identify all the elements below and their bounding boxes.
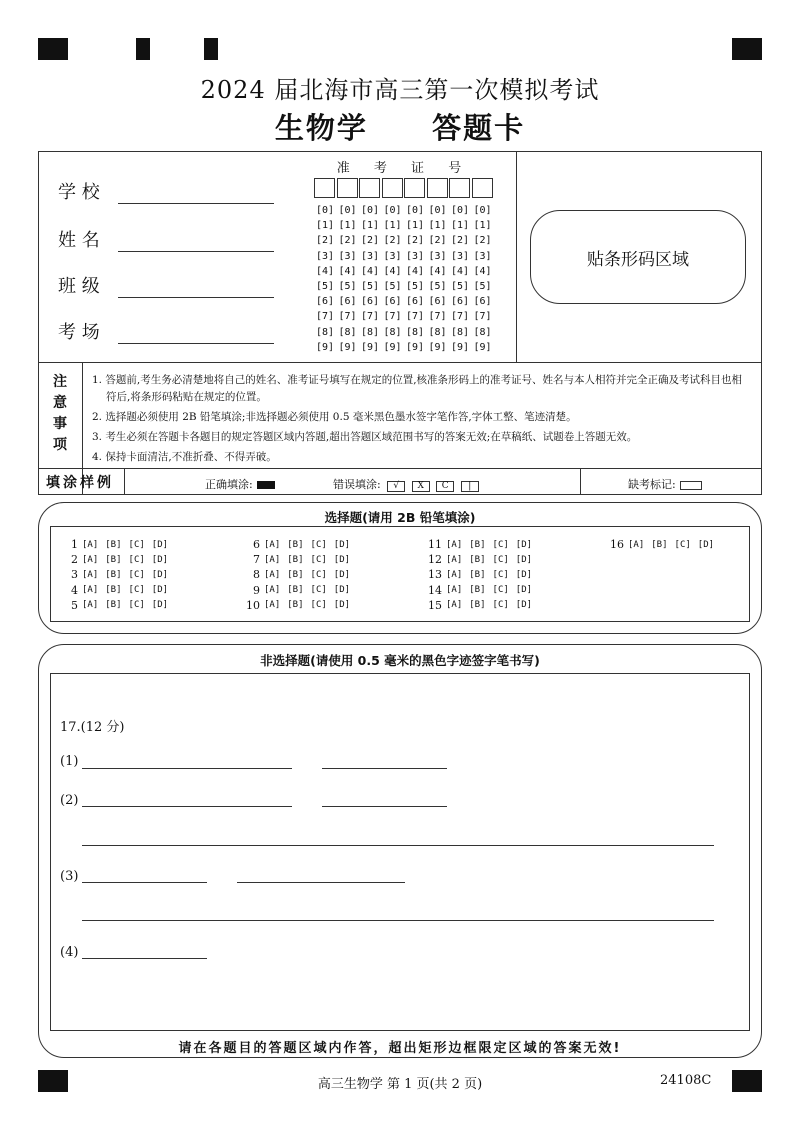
- digit-bubble[interactable]: [3]: [361, 250, 380, 262]
- option-bubble[interactable]: [D]: [151, 600, 169, 611]
- option-bubble[interactable]: [C]: [310, 569, 327, 580]
- option-bubble[interactable]: [C]: [128, 539, 145, 550]
- mc-column: [60, 537, 175, 613]
- option-bubble[interactable]: [B]: [469, 539, 486, 550]
- option-bubble[interactable]: [C]: [128, 600, 145, 611]
- mc-question-row: [242, 552, 357, 567]
- exam-title: 2024 届北海市高三第一次模拟考试: [200, 76, 600, 104]
- digit-bubble[interactable]: [6]: [406, 296, 425, 308]
- answer-line[interactable]: [82, 845, 714, 846]
- digit-bubble[interactable]: [3]: [451, 250, 470, 262]
- digit-bubble[interactable]: [2]: [316, 235, 335, 247]
- digit-bubble[interactable]: [1]: [451, 220, 470, 232]
- digit-bubble[interactable]: [8]: [406, 326, 425, 338]
- option-bubble[interactable]: [D]: [515, 569, 533, 580]
- option-bubble[interactable]: [D]: [333, 539, 351, 550]
- admission-number-boxes[interactable]: [314, 178, 494, 198]
- digit-box[interactable]: [404, 178, 425, 198]
- digit-bubble[interactable]: [6]: [451, 296, 470, 308]
- option-bubble[interactable]: [B]: [287, 585, 304, 596]
- mc-question-row: [242, 537, 357, 552]
- question-number: 3: [71, 568, 78, 582]
- answer-line[interactable]: [322, 768, 447, 769]
- digit-row: [316, 296, 496, 311]
- digit-row: [316, 327, 496, 342]
- option-bubble[interactable]: [B]: [287, 600, 304, 611]
- digit-bubble[interactable]: [8]: [361, 326, 380, 338]
- option-bubble[interactable]: [A]: [628, 539, 645, 550]
- option-bubble[interactable]: [A]: [446, 569, 463, 580]
- question-17-label: 17.(12 分): [60, 720, 125, 735]
- digit-bubble[interactable]: [8]: [338, 326, 357, 338]
- option-bubble[interactable]: [A]: [82, 569, 99, 580]
- digit-row: [316, 235, 496, 250]
- option-bubble[interactable]: [C]: [310, 539, 327, 550]
- digit-bubble[interactable]: [7]: [406, 311, 425, 323]
- digit-bubble[interactable]: [4]: [473, 265, 492, 277]
- option-bubble[interactable]: [C]: [492, 569, 509, 580]
- barcode-area: 贴条形码区域: [530, 210, 746, 304]
- registration-mark: [204, 38, 218, 60]
- option-bubble[interactable]: [B]: [105, 585, 122, 596]
- answer-line[interactable]: [322, 806, 447, 807]
- option-bubble[interactable]: [A]: [82, 539, 99, 550]
- digit-bubble[interactable]: [2]: [473, 235, 492, 247]
- digit-bubble[interactable]: [0]: [338, 205, 357, 216]
- digit-bubble[interactable]: [4]: [383, 265, 402, 277]
- registration-mark: [136, 38, 150, 60]
- mc-question-row: [424, 598, 539, 613]
- part-1-label: (1): [60, 754, 79, 769]
- digit-box[interactable]: [472, 178, 493, 198]
- digit-bubble[interactable]: [9]: [361, 341, 380, 353]
- option-bubble[interactable]: [D]: [151, 569, 169, 580]
- digit-bubble[interactable]: [8]: [383, 326, 402, 338]
- digit-row: [316, 266, 496, 281]
- option-bubble[interactable]: [C]: [492, 554, 509, 565]
- digit-bubble[interactable]: [5]: [473, 280, 492, 292]
- answer-line[interactable]: [82, 768, 292, 769]
- digit-bubble[interactable]: [1]: [361, 220, 380, 232]
- option-bubble[interactable]: [D]: [333, 554, 351, 565]
- digit-box[interactable]: [337, 178, 358, 198]
- digit-bubble[interactable]: [2]: [338, 235, 357, 247]
- option-bubble[interactable]: [A]: [264, 585, 281, 596]
- answer-line[interactable]: [82, 882, 207, 883]
- digit-bubble[interactable]: [0]: [451, 205, 470, 216]
- digit-bubble[interactable]: [4]: [451, 265, 470, 277]
- digit-bubble[interactable]: [2]: [428, 235, 447, 247]
- admission-number-title: 准 考 证 号: [336, 161, 472, 176]
- mc-column: [606, 537, 721, 552]
- digit-bubble[interactable]: [3]: [338, 250, 357, 262]
- option-bubble[interactable]: [A]: [446, 554, 463, 565]
- digit-row: [316, 281, 496, 296]
- option-bubble[interactable]: [D]: [697, 539, 715, 550]
- name-field[interactable]: [58, 226, 274, 252]
- digit-bubble[interactable]: [9]: [383, 341, 402, 353]
- notice-item: 2. 选择题必须使用 2B 铅笔填涂;非选择题必须使用 0.5 毫米黑色墨水签字笔作答,字体工整、笔迹清楚。: [92, 411, 577, 423]
- digit-bubble[interactable]: [7]: [451, 311, 470, 323]
- digit-bubble[interactable]: [1]: [473, 220, 492, 232]
- digit-row: [316, 220, 496, 235]
- digit-row: [316, 342, 496, 357]
- digit-bubble[interactable]: [9]: [316, 341, 335, 353]
- correct-fill-example: 正确填涂:: [205, 476, 275, 492]
- option-bubble[interactable]: [C]: [128, 569, 145, 580]
- question-number: 12: [428, 553, 442, 567]
- digit-bubble[interactable]: [2]: [361, 235, 380, 247]
- option-bubble[interactable]: [A]: [446, 585, 463, 596]
- question-number: 6: [253, 538, 260, 552]
- option-bubble[interactable]: [D]: [515, 585, 533, 596]
- digit-bubble[interactable]: [0]: [473, 205, 492, 216]
- digit-bubble[interactable]: [9]: [406, 341, 425, 353]
- option-bubble[interactable]: [B]: [105, 569, 122, 580]
- question-number: 13: [428, 568, 442, 582]
- option-bubble[interactable]: [D]: [333, 585, 351, 596]
- notice-item: 3. 考生必须在答题卡各题目的规定答题区域内答题,超出答题区域范围书写的答案无效;在草稿纸、试题卷上答题无效。: [92, 431, 638, 443]
- class-field[interactable]: [58, 272, 274, 298]
- digit-row: [316, 251, 496, 266]
- mc-question-row: [60, 583, 175, 598]
- digit-bubble[interactable]: [4]: [316, 265, 335, 277]
- mc-question-row: [424, 567, 539, 582]
- digit-bubble[interactable]: [7]: [361, 311, 380, 323]
- field-label: 考 场: [58, 322, 100, 343]
- fr-title: 非选择题(请使用 0.5 毫米的黑色字迹签字笔书写): [260, 653, 540, 668]
- answer-card-title: 答题卡: [432, 111, 526, 145]
- digit-bubble[interactable]: [8]: [316, 326, 335, 338]
- digit-bubble[interactable]: [0]: [316, 205, 335, 216]
- divider: [38, 468, 762, 469]
- digit-bubble[interactable]: [7]: [428, 311, 447, 323]
- part-3-label: (3): [60, 869, 79, 884]
- digit-bubble[interactable]: [5]: [428, 280, 447, 292]
- mc-question-row: [60, 537, 175, 552]
- digit-bubble[interactable]: [3]: [473, 250, 492, 262]
- option-bubble[interactable]: [D]: [333, 600, 351, 611]
- notice-item: 1. 答题前,考生务必清楚地将自己的姓名、准考证号填写在规定的位置,核准条形码上的准考证号、姓名与本人相符并完全正确及考试科目也相: [92, 374, 743, 386]
- page-indicator: 高三生物学 第 1 页(共 2 页): [317, 1077, 483, 1092]
- digit-bubble[interactable]: [7]: [338, 311, 357, 323]
- option-bubble[interactable]: [C]: [492, 539, 509, 550]
- digit-bubble[interactable]: [5]: [338, 280, 357, 292]
- question-number: 15: [428, 598, 442, 612]
- option-bubble[interactable]: [C]: [674, 539, 691, 550]
- field-label: 学 校: [58, 182, 100, 203]
- digit-bubble[interactable]: [6]: [338, 296, 357, 308]
- question-number: 10: [246, 598, 260, 612]
- digit-bubble[interactable]: [5]: [361, 280, 380, 292]
- option-bubble[interactable]: [B]: [469, 600, 486, 611]
- mc-question-row: [242, 598, 357, 613]
- mc-question-row: [424, 583, 539, 598]
- question-number: 2: [71, 553, 78, 567]
- option-bubble[interactable]: [B]: [105, 539, 122, 550]
- digit-bubble[interactable]: [6]: [428, 296, 447, 308]
- digit-box[interactable]: [359, 178, 380, 198]
- digit-bubble[interactable]: [2]: [451, 235, 470, 247]
- digit-bubble[interactable]: [4]: [406, 265, 425, 277]
- digit-bubble[interactable]: [9]: [451, 341, 470, 353]
- sample-label: 填涂样例: [46, 475, 114, 491]
- answer-line[interactable]: [82, 920, 714, 921]
- digit-bubble[interactable]: [4]: [428, 265, 447, 277]
- option-bubble[interactable]: [C]: [310, 585, 327, 596]
- question-number: 14: [428, 583, 442, 597]
- digit-bubble[interactable]: [1]: [338, 220, 357, 232]
- question-number: 1: [71, 538, 78, 552]
- notice-item: 4. 保持卡面清洁,不准折叠、不得弄破。: [92, 451, 277, 463]
- divider: [38, 362, 762, 363]
- digit-bubble[interactable]: [1]: [428, 220, 447, 232]
- fr-answer-box: [50, 673, 750, 1031]
- answer-line[interactable]: [82, 958, 207, 959]
- answer-line[interactable]: [237, 882, 405, 883]
- divider: [516, 151, 517, 363]
- digit-bubble[interactable]: [9]: [338, 341, 357, 353]
- option-bubble[interactable]: [D]: [151, 585, 169, 596]
- school-field[interactable]: [58, 178, 274, 204]
- question-number: 9: [253, 583, 260, 597]
- registration-mark: [732, 38, 762, 60]
- card-title: [0, 106, 800, 147]
- option-bubble[interactable]: [B]: [105, 600, 122, 611]
- option-bubble[interactable]: [A]: [82, 585, 99, 596]
- digit-bubble[interactable]: [4]: [338, 265, 357, 277]
- question-number: 5: [71, 598, 78, 612]
- option-bubble[interactable]: [D]: [151, 554, 169, 565]
- part-2-label: (2): [60, 793, 79, 808]
- digit-bubble[interactable]: [1]: [383, 220, 402, 232]
- digit-bubble[interactable]: [6]: [383, 296, 402, 308]
- field-label: 班 级: [58, 276, 100, 297]
- digit-box[interactable]: [314, 178, 335, 198]
- option-bubble[interactable]: [C]: [492, 585, 509, 596]
- option-bubble[interactable]: [D]: [151, 539, 169, 550]
- mc-question-row: [424, 552, 539, 567]
- mc-question-row: [60, 567, 175, 582]
- digit-bubble[interactable]: [5]: [451, 280, 470, 292]
- digit-bubble[interactable]: [3]: [383, 250, 402, 262]
- option-bubble[interactable]: [A]: [82, 554, 99, 565]
- option-bubble[interactable]: [C]: [310, 600, 327, 611]
- option-bubble[interactable]: [B]: [287, 569, 304, 580]
- digit-bubble[interactable]: [0]: [428, 205, 447, 216]
- digit-bubble[interactable]: [5]: [316, 280, 335, 292]
- option-bubble[interactable]: [C]: [492, 600, 509, 611]
- field-label: 姓 名: [58, 230, 100, 251]
- answer-area-warning: 请在各题目的答题区域内作答，超出矩形边框限定区域的答案无效!: [178, 1041, 622, 1056]
- digit-bubble[interactable]: [6]: [361, 296, 380, 308]
- question-number: 7: [253, 553, 260, 567]
- option-bubble[interactable]: [A]: [264, 569, 281, 580]
- form-code: 24108C: [660, 1073, 712, 1088]
- digit-bubble[interactable]: [8]: [451, 326, 470, 338]
- digit-bubble[interactable]: [8]: [428, 326, 447, 338]
- digit-bubble[interactable]: [3]: [406, 250, 425, 262]
- digit-bubble[interactable]: [3]: [316, 250, 335, 262]
- digit-bubble[interactable]: [7]: [473, 311, 492, 323]
- question-number: 4: [71, 583, 78, 597]
- option-bubble[interactable]: [D]: [333, 569, 351, 580]
- option-bubble[interactable]: [C]: [128, 585, 145, 596]
- notice-item: 符后,将条形码粘贴在规定的位置。: [106, 391, 267, 403]
- digit-bubble[interactable]: [7]: [383, 311, 402, 323]
- digit-bubble[interactable]: [1]: [406, 220, 425, 232]
- question-number: 11: [428, 538, 442, 552]
- digit-bubble[interactable]: [9]: [428, 341, 447, 353]
- mc-question-row: [60, 598, 175, 613]
- option-bubble[interactable]: [A]: [264, 539, 281, 550]
- digit-box[interactable]: [449, 178, 470, 198]
- digit-box[interactable]: [382, 178, 403, 198]
- option-bubble[interactable]: [A]: [82, 600, 99, 611]
- digit-bubble[interactable]: [1]: [316, 220, 335, 232]
- mc-question-row: [242, 567, 357, 582]
- option-bubble[interactable]: [C]: [310, 554, 327, 565]
- mc-column: [242, 537, 357, 613]
- answer-line[interactable]: [82, 806, 292, 807]
- digit-box[interactable]: [427, 178, 448, 198]
- option-bubble[interactable]: [B]: [469, 554, 486, 565]
- wrong-fill-example: 错误填涂: √ X C |: [333, 476, 479, 492]
- mc-column: [424, 537, 539, 613]
- option-bubble[interactable]: [B]: [105, 554, 122, 565]
- part-4-label: (4): [60, 945, 79, 960]
- digit-bubble[interactable]: [0]: [361, 205, 380, 216]
- digit-row: [316, 311, 496, 326]
- digit-bubble[interactable]: [9]: [473, 341, 492, 353]
- option-bubble[interactable]: [A]: [264, 600, 281, 611]
- option-bubble[interactable]: [D]: [515, 600, 533, 611]
- digit-bubble[interactable]: [4]: [361, 265, 380, 277]
- digit-bubble[interactable]: [2]: [383, 235, 402, 247]
- mc-question-row: [242, 583, 357, 598]
- option-bubble[interactable]: [A]: [264, 554, 281, 565]
- digit-bubble[interactable]: [2]: [406, 235, 425, 247]
- mc-question-row: [424, 537, 539, 552]
- option-bubble[interactable]: [B]: [469, 569, 486, 580]
- option-bubble[interactable]: [C]: [128, 554, 145, 565]
- registration-mark: [38, 38, 68, 60]
- digit-bubble[interactable]: [0]: [383, 205, 402, 216]
- absent-mark[interactable]: 缺考标记:: [628, 476, 702, 492]
- option-bubble[interactable]: [D]: [515, 554, 533, 565]
- digit-bubble[interactable]: [7]: [316, 311, 335, 323]
- digit-row: [316, 205, 496, 220]
- option-bubble[interactable]: [B]: [287, 554, 304, 565]
- digit-bubble[interactable]: [6]: [316, 296, 335, 308]
- digit-bubble-grid[interactable]: [316, 205, 496, 357]
- digit-bubble[interactable]: [0]: [406, 205, 425, 216]
- digit-bubble[interactable]: [6]: [473, 296, 492, 308]
- mc-title: 选择题(请用 2B 铅笔填涂): [324, 510, 476, 525]
- question-number: 8: [253, 568, 260, 582]
- option-bubble[interactable]: [A]: [446, 600, 463, 611]
- divider: [124, 468, 125, 495]
- option-bubble[interactable]: [B]: [469, 585, 486, 596]
- question-number: 16: [610, 538, 624, 552]
- mc-question-row: [60, 552, 175, 567]
- room-field[interactable]: [58, 318, 274, 344]
- digit-bubble[interactable]: [8]: [473, 326, 492, 338]
- option-bubble[interactable]: [B]: [651, 539, 668, 550]
- notice-label: 注 意 事 项: [53, 374, 67, 453]
- option-bubble[interactable]: [A]: [446, 539, 463, 550]
- digit-bubble[interactable]: [3]: [428, 250, 447, 262]
- divider: [580, 468, 581, 495]
- digit-bubble[interactable]: [5]: [383, 280, 402, 292]
- option-bubble[interactable]: [B]: [287, 539, 304, 550]
- mc-question-row: [606, 537, 721, 552]
- digit-bubble[interactable]: [5]: [406, 280, 425, 292]
- option-bubble[interactable]: [D]: [515, 539, 533, 550]
- subject-title: 生物学: [274, 111, 368, 145]
